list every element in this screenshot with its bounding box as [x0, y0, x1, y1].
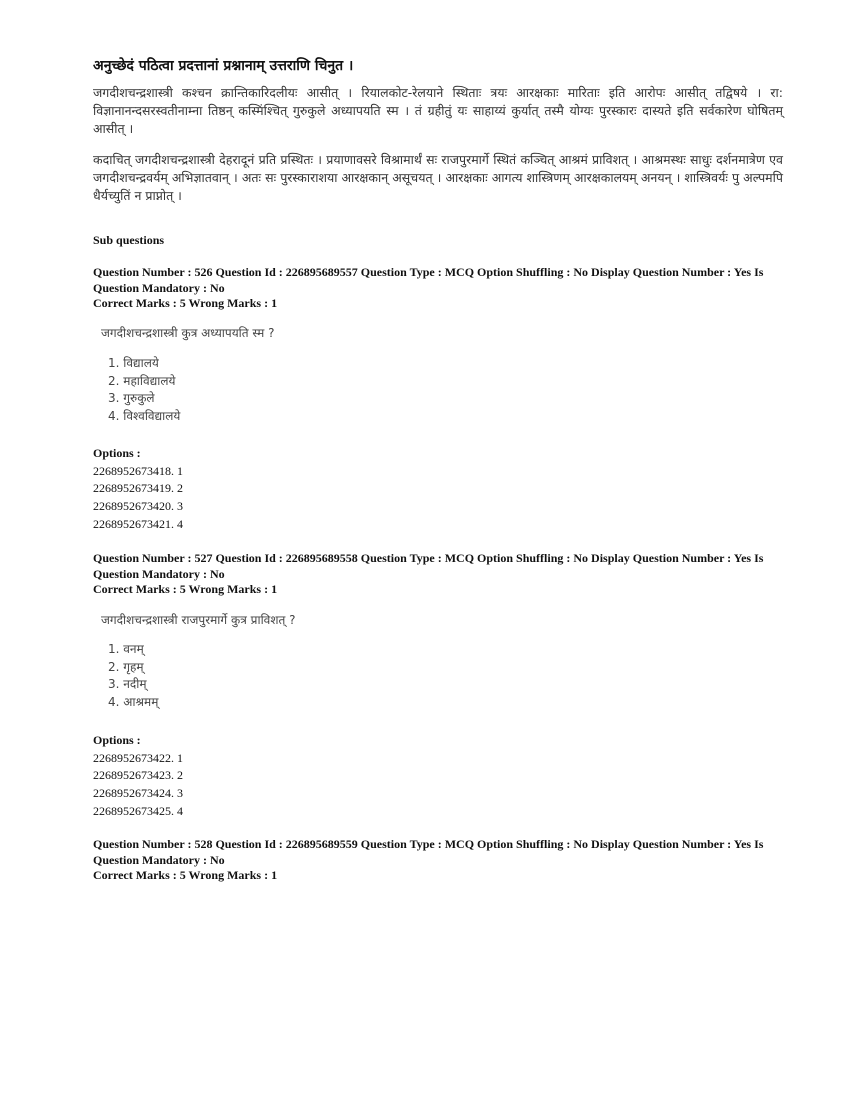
options-block: [93, 445, 183, 534]
option-id: 2268952673425. 4: [93, 803, 183, 818]
option-id: 2268952673418. 1: [93, 463, 183, 478]
question-meta: Question Number : 526 Question Id : 226895689557 Question Type : MCQ Option Shuffling : No Display Question Number : Yes Is Question Mandatory : No: [93, 265, 764, 295]
passage-paragraph-2: कदाचित् जगदीशचन्द्रशास्त्री देहरादूनं प्रति प्रस्थितः । प्रयाणावसरे विश्रामार्थं सः राजपुरमार्गे स्थितं कञ्चित् आश्रमं प्राविशत् । आश्रमस्थः साधुः दर्शनमात्रेण एव जगदीशचन्द्रवर्यम् अभिज्ञातवान् । अतः सः पुरस्काराशया आरक्षकान् असूचयत् । आरक्षकाः आगत्य शास्त्रिणम् आरक्षकालयम् अनयन् । शास्त्रिवर्यः पु अल्पमपि धैर्यच्युतिं न प्राप्नोत् ।: [93, 152, 783, 203]
option-id: 2268952673421. 4: [93, 516, 183, 531]
question-header: [93, 837, 773, 884]
choice-item: 3. गुरुकुले: [108, 391, 155, 406]
choice-list: [108, 355, 180, 426]
options-label: Options :: [93, 446, 141, 460]
choice-item: 4. विश्वविद्यालये: [108, 409, 181, 424]
passage-paragraph-1: जगदीशचन्द्रशास्त्री कश्चन क्रान्तिकारिदलीयः आसीत् । रियालकोट-रेलयाने स्थिताः त्रयः आरक्षकाः मारिताः इति आरोपः आसीत् तद्विषये । रा: विज्ञानानन्दसरस्वतीनाम्ना तिष्ठन् कस्मिंश्चित् गुरुकुले अध्यापयति स्म । तं ग्रहीतुं यः साहाय्यं कुर्यात् तस्मै योग्यः पुरस्कारः दास्यते इति सर्वकारेण घोषितम् आसीत् ।: [93, 85, 783, 136]
choice-item: 2. गृहम्: [108, 659, 144, 674]
options-label: Options :: [93, 733, 141, 747]
question-marks: Correct Marks : 5 Wrong Marks : 1: [93, 868, 278, 882]
sub-questions-label: Sub questions: [93, 233, 165, 247]
choice-item: 1. वनम्: [108, 642, 144, 656]
choice-item: 3. नदीम्: [108, 677, 147, 692]
question-meta: Question Number : 528 Question Id : 226895689559 Question Type : MCQ Option Shuffling : No Display Question Number : Yes Is Question Mandatory : No: [93, 837, 764, 867]
choice-item: 1. विद्यालये: [108, 356, 159, 370]
question-header: [93, 265, 773, 312]
question-meta: Question Number : 527 Question Id : 226895689558 Question Type : MCQ Option Shuffling : No Display Question Number : Yes Is Question Mandatory : No: [93, 551, 764, 581]
question-header: [93, 551, 773, 598]
option-id: 2268952673419. 2: [93, 481, 183, 496]
choice-item: 2. महाविद्यालये: [108, 373, 176, 388]
question-marks: Correct Marks : 5 Wrong Marks : 1: [93, 296, 278, 310]
question-marks: Correct Marks : 5 Wrong Marks : 1: [93, 582, 278, 596]
option-id: 2268952673422. 1: [93, 750, 183, 765]
option-id: 2268952673423. 2: [93, 768, 183, 783]
choice-item: 4. आश्रमम्: [108, 695, 159, 710]
option-id: 2268952673420. 3: [93, 499, 183, 514]
option-id: 2268952673424. 3: [93, 786, 183, 801]
passage-instruction: अनुच्छेदं पठित्वा प्रदत्तानां प्रश्नानाम् उत्तराणि चिनुत ।: [93, 58, 354, 74]
options-block: [93, 732, 183, 821]
question-text: जगदीशचन्द्रशास्त्री राजपुरमार्गे कुत्र प्राविशत् ?: [101, 613, 296, 627]
choice-list: [108, 641, 158, 712]
question-text: जगदीशचन्द्रशास्त्री कुत्र अध्यापयति स्म ?: [101, 326, 275, 340]
